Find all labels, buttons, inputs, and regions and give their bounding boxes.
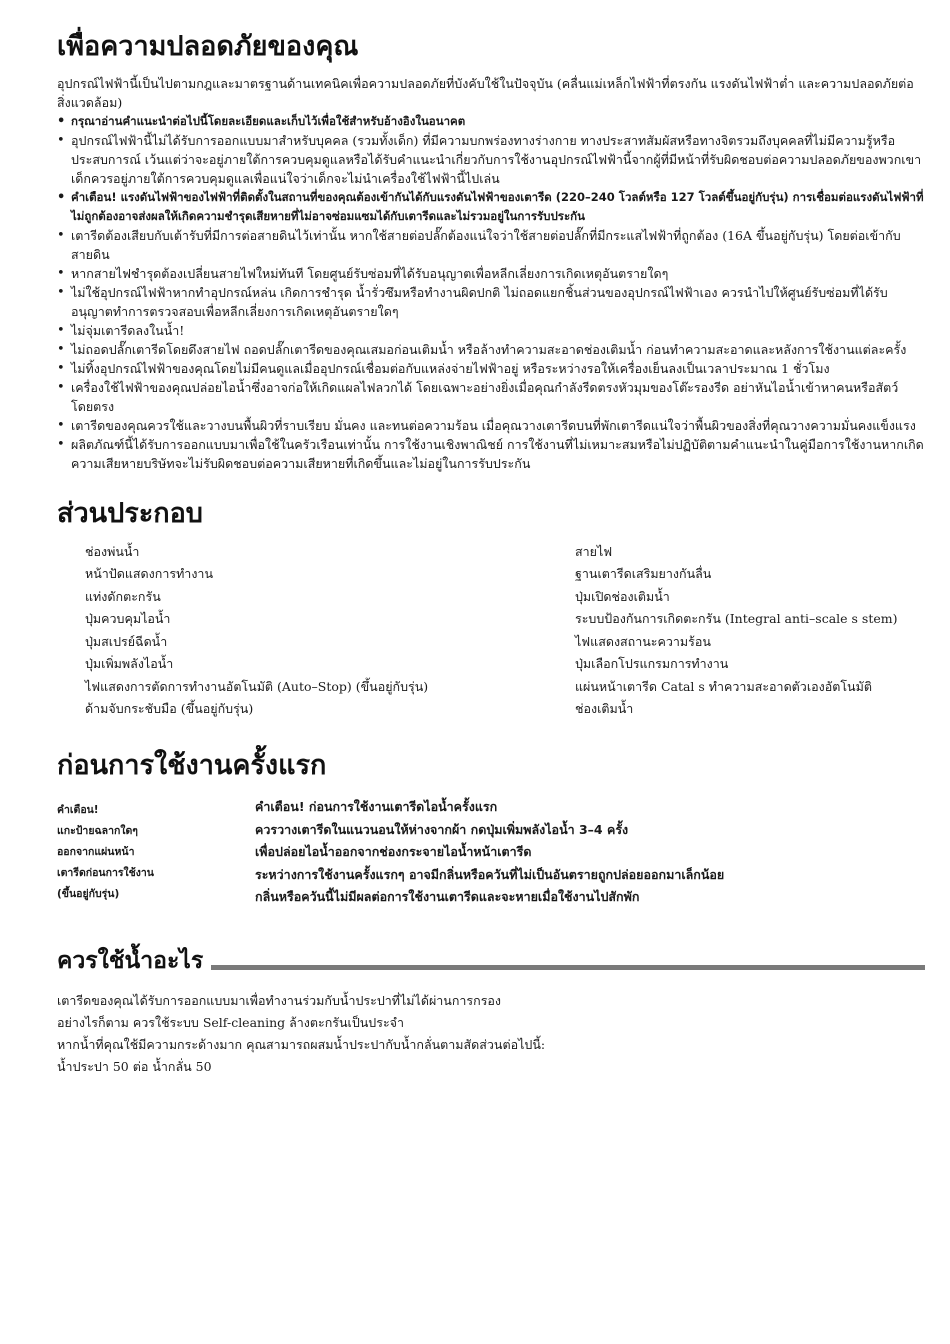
first-use-section (57, 749, 925, 909)
instruction-line: กลิ่นหรือควันนี้ไม่มีผลต่อการใช้งานเตารีดและจะหายเมื่อใช้งานไปสักพัก (255, 889, 640, 905)
water-line: น้ำประปา 50 ต่อ น้ำกลั่น 50 (57, 1058, 212, 1074)
safety-bullet: • กรุณาอ่านคำแนะนำต่อไปนี้โดยละเอียดและเก็บไว้เพื่อใช้สำหรับอ้างอิงในอนาคต (57, 112, 925, 131)
part-item: ช่องพ่นน้ำ (85, 543, 140, 559)
first-use-title: ก่อนการใช้งานครั้งแรก (57, 749, 327, 781)
safety-bullet: • เตารีดของคุณควรใช้และวางบนพื้นผิวที่ราบเรียบ มั่นคง และทนต่อความร้อน เมื่อคุณวางเตารีดบนที่พักเตารีดแน่ใจว่าพื้นผิวของสิ่งที่คุณวางความมั่นคงแข็งแรง (57, 416, 925, 435)
safety-bullet: • เตารีดต้องเสียบกับเต้ารับที่มีการต่อสายดินไว้เท่านั้น หากใช้สายต่อปลั๊กต้องแน่ใจว่าใช้สายต่อปลั๊กที่มีกระแสไฟฟ้าที่ถูกต้อง (16A ขึ้นอยู่กับรุ่น) โดยต่อเข้ากับสายดิน (57, 226, 925, 264)
part-item: ฐานเตารีดเสริมยางกันลื่น (575, 566, 712, 581)
water-instructions (57, 990, 925, 1078)
manual-page (57, 30, 925, 1078)
first-use-warning-note (57, 796, 255, 909)
first-use-instructions (255, 796, 724, 909)
warning-line: คำเตือน! (57, 804, 99, 817)
water-line: เตารีดของคุณได้รับการออกแบบมาเพื่อทำงานร่วมกับน้ำประปาที่ไม่ได้ผ่านการกรอง (57, 992, 502, 1008)
water-line: อย่างไรก็ตาม ควรใช้ระบบ Self-cleaning ล้างตะกรันเป็นประจำ (57, 1014, 405, 1030)
part-item: ปุ่มเพิ่มพลังไอน้ำ (85, 656, 174, 671)
instruction-line: คำเตือน! ก่อนการใช้งานเตารีดไอน้ำครั้งแรก (255, 799, 498, 815)
part-item: แผ่นหน้าเตารีด Catal s ทำความสะอาดตัวเองอัตโนมัติ (575, 678, 872, 694)
part-item: ไฟแสดงสถานะความร้อน (575, 633, 711, 649)
parts-list (57, 541, 925, 721)
safety-intro: อุปกรณ์ไฟฟ้านี้เป็นไปตามกฎและมาตรฐานด้านเทคนิคเพื่อความปลอดภัยที่บังคับใช้ในปัจจุบัน (คลื่นแม่เหล็กไฟฟ้าที่ตรงกัน แรงดันไฟฟ้าต่ำ และความปลอดภัยต่อสิ่งแวดล้อม) (57, 75, 914, 110)
safety-bullet: • ไม่ใช้อุปกรณ์ไฟฟ้าหากทำอุปกรณ์หล่น เกิดการชำรุด น้ำรั่วซึมหรือทำงานผิดปกติ ไม่ถอดแยกชิ้นส่วนของอุปกรณ์ไฟฟ้าเอง ควรนำไปให้ศูนย์รับซ่อมที่ได้รับอนุญาตทำการตรวจสอบเพื่อหลีกเลี่ยงการเกิดเหตุอันตรายใดๆ (57, 283, 925, 321)
part-item: ปุ่มควบคุมไอน้ำ (85, 611, 171, 626)
parts-column-right (575, 541, 915, 721)
safety-bullet: • อุปกรณ์ไฟฟ้านี้ไม่ได้รับการออกแบบมาสำหรับบุคคล (รวมทั้งเด็ก) ที่มีความบกพร่องทางร่างกาย ทางประสาทสัมผัสหรือทางจิตรวมถึงบุคคลที่ไม่มีความรู้หรือประสบการณ์ เว้นแต่ว่าจะอยู่ภายใต้การควบคุมดูแลหรือได้รับคำแนะนำเกี่ยวกับการใช้งานอุปกรณ์ไฟฟ้านี้จากผู้ที่มีหน้าที่รับผิดชอบต่อความปลอดภัยของพวกเขา เด็กควรอยู่ภายใต้การควบคุมดูแลเพื่อแน่ใจว่าเด็กจะไม่นำเครื่องใช้ไฟฟ้านี้ไปเล่น (57, 131, 925, 188)
part-item: ช่องเติมน้ำ (575, 701, 634, 716)
warning-line: แกะป้ายฉลากใดๆ (57, 825, 138, 838)
safety-title: เพื่อความปลอดภัยของคุณ (57, 31, 359, 62)
water-line: หากน้ำที่คุณใช้มีความกระด้างมาก คุณสามารถผสมน้ำประปากับน้ำกลั่นตามสัดส่วนต่อไปนี้: (57, 1036, 546, 1052)
instruction-line: ควรวางเตารีดในแนวนอนให้ห่างจากผ้า กดปุ่มเพิ่มพลังไอน้ำ 3–4 ครั้ง (255, 821, 629, 837)
warning-line: (ขึ้นอยู่กับรุ่น) (57, 888, 120, 901)
instruction-line: ระหว่างการใช้งานครั้งแรกๆ อาจมีกลิ่นหรือควันที่ไม่เป็นอันตรายถูกปล่อยออกมาเล็กน้อย (255, 866, 725, 882)
safety-bullet: • คำเตือน! แรงดันไฟฟ้าของไฟฟ้าที่ติดตั้งในสถานที่ของคุณต้องเข้ากันได้กับแรงดันไฟฟ้าของเตารีด (220–240 โวลต์หรือ 127 โวลต์ขึ้นอยู่กับรุ่น) การเชื่อมต่อแรงดันไฟฟ้าที่ไม่ถูกต้องอาจส่งผลให้เกิดความชำรุดเสียหายที่ไม่อาจซ่อมแซมได้กับเตารีดและไม่รวมอยู่ในการรับประกัน (57, 188, 925, 226)
safety-bullet: • ไม่ทิ้งอุปกรณ์ไฟฟ้าของคุณโดยไม่มีคนดูแลเมื่ออุปกรณ์เชื่อมต่อกับแหล่งจ่ายไฟฟ้าอยู่ หรือระหว่างรอให้เครื่องเย็นลงเป็นเวลาประมาณ 1 ชั่วโมง (57, 359, 925, 378)
water-section-header (57, 947, 925, 976)
safety-bullet: • ผลิตภัณฑ์นี้ได้รับการออกแบบมาเพื่อใช้ในครัวเรือนเท่านั้น การใช้งานเชิงพาณิชย์ การใช้งานที่ไม่เหมาะสมหรือไม่ปฏิบัติตามคำแนะนำในคู่มือการใช้งานหากเกิดความเสียหายบริษัทจะไม่รับผิดชอบต่อความเสียหายที่เกิดขึ้นและไม่อยู่ในการรับประกัน (57, 435, 925, 473)
part-item: สายไฟ (575, 543, 613, 559)
warning-line: เตารีดก่อนการใช้งาน (57, 867, 154, 880)
part-item: ปุ่มเลือกโปรแกรมการทำงาน (575, 656, 729, 671)
safety-bullet: • เครื่องใช้ไฟฟ้าของคุณปล่อยไอน้ำซึ่งอาจก่อให้เกิดแผลไฟลวกได้ โดยเฉพาะอย่างยิ่งเมื่อคุณกำลังรีดตรงหัวมุมของโต๊ะรองรีด อย่าหันไอน้ำเข้าหาคนหรือสัตว์โดยตรง (57, 378, 925, 416)
section-rule (211, 965, 925, 970)
part-item: ด้ามจับกระชับมือ (ขึ้นอยู่กับรุ่น) (85, 701, 254, 716)
parts-section (57, 497, 925, 721)
safety-bullet: • ไม่ถอดปลั๊กเตารีดโดยดึงสายไฟ ถอดปลั๊กเตารีดของคุณเสมอก่อนเติมน้ำ หรือล้างทำความสะอาดช่องเติมน้ำ ก่อนทำความสะอาดและหลังการใช้งานแต่ละครั้ง (57, 340, 925, 359)
safety-bullet: • ไม่จุ่มเตารีดลงในน้ำ! (57, 321, 925, 340)
part-item: ปุ่มสเปรย์ฉีดน้ำ (85, 633, 168, 649)
instruction-line: เพื่อปล่อยไอน้ำออกจากช่องกระจายไอน้ำหน้าเตารีด (255, 844, 532, 860)
safety-bullet: • หากสายไฟชำรุดต้องเปลี่ยนสายไฟใหม่ทันที โดยศูนย์รับซ่อมที่ได้รับอนุญาตเพื่อหลีกเลี่ยงการเกิดเหตุอันตรายใดๆ (57, 264, 925, 283)
safety-list (57, 112, 925, 473)
part-item: ระบบป้องกันการเกิดตะกรัน (Integral anti–scale s stem) (575, 611, 898, 626)
part-item: หน้าปัดแสดงการทำงาน (85, 566, 213, 581)
part-item: แท่งดักตะกรัน (85, 588, 161, 604)
water-title: ควรใช้น้ำอะไร (57, 947, 204, 974)
part-item: ไฟแสดงการตัดการทำงานอัตโนมัติ (Auto–Stop) (ขึ้นอยู่กับรุ่น) (85, 678, 429, 694)
warning-line: ออกจากแผ่นหน้า (57, 846, 135, 859)
parts-title: ส่วนประกอบ (57, 497, 203, 529)
parts-column-left (57, 541, 575, 721)
part-item: ปุ่มเปิดช่องเติมน้ำ (575, 588, 670, 604)
